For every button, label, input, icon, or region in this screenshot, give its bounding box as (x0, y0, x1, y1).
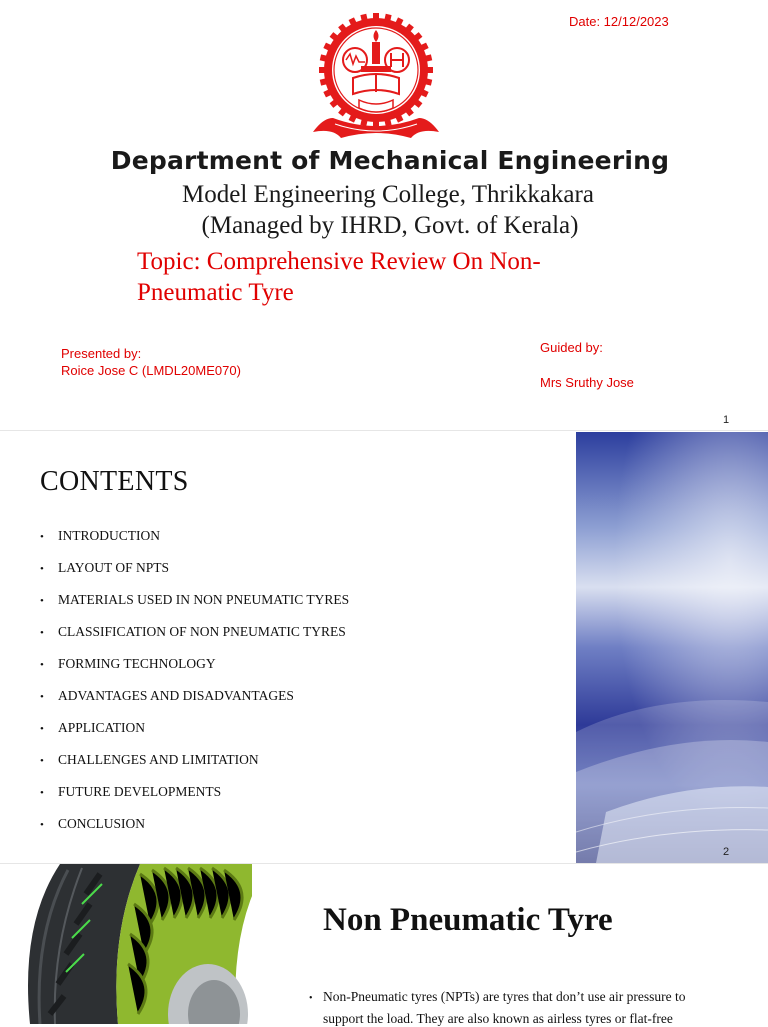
topic-line-1: Topic: Comprehensive Review On Non- (137, 248, 541, 275)
list-item-label: FUTURE DEVELOPMENTS (58, 784, 222, 799)
list-item-label: CHALLENGES AND LIMITATION (58, 752, 259, 767)
list-item-label: MATERIALS USED IN NON PNEUMATIC TYRES (58, 592, 350, 607)
decorative-gradient-image (576, 432, 768, 863)
list-item-label: LAYOUT OF NPTS (58, 560, 170, 575)
list-item (40, 560, 349, 592)
bullet-icon: • (40, 627, 44, 639)
npt-slide-title: Non Pneumatic Tyre (323, 902, 613, 938)
list-item-label: INTRODUCTION (58, 528, 160, 543)
topic-heading (137, 246, 597, 308)
bullet-icon: • (40, 723, 44, 735)
npt-bullet-line-1 (309, 984, 709, 1012)
list-item (40, 752, 349, 784)
bullet-icon: • (40, 787, 44, 799)
list-item (40, 528, 349, 560)
list-item-label: CLASSIFICATION OF NON PNEUMATIC TYRES (58, 624, 346, 639)
page-number-2: 2 (723, 846, 730, 858)
bullet-text: Non-Pneumatic tyres (NPTs) are tyres that don’t use air pressure to (323, 989, 686, 1004)
list-item (40, 656, 349, 688)
bullet-icon: • (40, 819, 44, 831)
managed-by-text: (Managed by IHRD, Govt. of Kerala) (201, 212, 579, 239)
tyre-photo (0, 864, 288, 1024)
date-label: Date: 12/12/2023 (569, 14, 669, 29)
page-number-1: 1 (723, 414, 730, 426)
list-item (40, 720, 349, 752)
list-item-label: ADVANTAGES AND DISADVANTAGES (58, 688, 294, 703)
college-name: Model Engineering College, Thrikkakara (182, 181, 594, 208)
list-item (40, 784, 349, 816)
bullet-icon: • (40, 659, 44, 671)
guided-by-label: Guided by: (540, 340, 603, 355)
topic-line-2: Pneumatic Tyre (137, 279, 294, 306)
list-item (40, 624, 349, 656)
bullet-icon: • (40, 563, 44, 575)
presenter-name: Roice Jose C (LMDL20ME070) (61, 363, 241, 378)
department-title: Department of Mechanical Engineering (110, 146, 670, 175)
bullet-icon: • (40, 691, 44, 703)
bullet-icon: • (40, 531, 44, 543)
college-emblem-logo (309, 8, 443, 144)
list-item-label: APPLICATION (58, 720, 146, 735)
list-item (40, 592, 349, 624)
bullet-icon: • (40, 595, 44, 607)
contents-title: CONTENTS (40, 466, 189, 497)
list-item-label: FORMING TECHNOLOGY (58, 656, 216, 671)
list-item-label: CONCLUSION (58, 816, 146, 831)
list-item (40, 816, 349, 848)
contents-list (40, 528, 349, 848)
presented-by-label: Presented by: (61, 346, 142, 361)
list-item (40, 688, 349, 720)
guide-name: Mrs Sruthy Jose (540, 375, 634, 390)
npt-bullet-line-2: support the load. They are also known as airless tyres or flat-free (323, 1011, 673, 1026)
bullet-icon: • (40, 755, 44, 767)
bullet-icon: • (309, 993, 313, 1004)
